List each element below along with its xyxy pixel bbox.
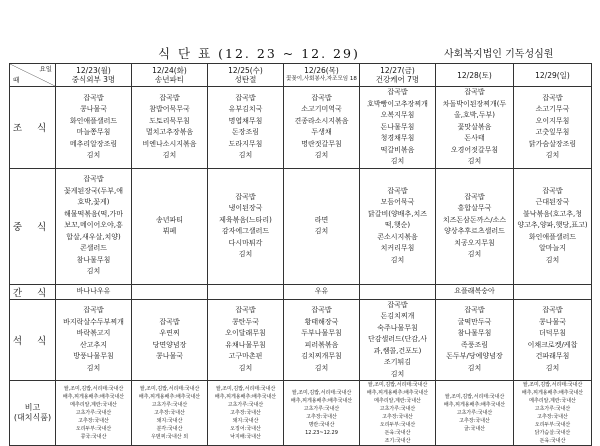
menu-item: 닭가슴살장조림 bbox=[528, 139, 577, 148]
menu-item: 김치 bbox=[467, 157, 482, 165]
origin-note: 배추,찌게용배추:배추국내산 bbox=[62, 394, 125, 400]
menu-item: 치공오지무침 bbox=[454, 238, 495, 247]
menu-item: 명엽채무침 bbox=[228, 116, 263, 125]
menu-item: 마늘쫑무침 bbox=[76, 128, 111, 137]
menu-item: 잡곡밥 bbox=[235, 306, 256, 315]
menu-item: 잡곡밥 bbox=[83, 93, 104, 102]
origin-note: 돈육:국내산 bbox=[384, 430, 411, 436]
origin-note: 오리두부:국내산 bbox=[379, 422, 416, 428]
menu-item: 김치 bbox=[545, 363, 560, 372]
menu-item: 돈사태 bbox=[464, 134, 485, 142]
menu-item: 콩나물국 bbox=[538, 317, 567, 326]
menu-item: 콘소시지볶음 bbox=[377, 232, 418, 241]
menu-item: 더덕무침 bbox=[538, 329, 567, 338]
menu-item: 잡곡밥 bbox=[542, 93, 563, 102]
origin-note: 배추,찌게용배추:배추국내산 bbox=[366, 390, 429, 396]
menu-item: 김치 bbox=[162, 151, 177, 160]
menu-item: 산고추지 bbox=[79, 340, 108, 349]
menu-item: 보꼬,메이어오야,흥 bbox=[64, 221, 123, 230]
origin-note: 메추리알,계란:국내산 bbox=[70, 402, 117, 408]
menu-item: 오복지무침 bbox=[380, 111, 415, 119]
menu-cell bbox=[360, 284, 436, 299]
menu-item: 차돌박이된장찌개(두 bbox=[442, 99, 507, 108]
menu-cell bbox=[514, 168, 592, 284]
menu-cell bbox=[284, 87, 360, 169]
day-header bbox=[436, 64, 514, 87]
menu-item: 제육볶음(느타리) bbox=[219, 215, 272, 224]
notes-label: 비고 (대치식품) bbox=[10, 381, 56, 446]
menu-item: 양고추,양파,햇당,표고) bbox=[517, 221, 588, 230]
menu-item: 꽃게된장국(두부,애 bbox=[63, 186, 124, 195]
menu-item: 김치 bbox=[238, 363, 253, 372]
menu-item: 감자에그샐러드 bbox=[221, 227, 270, 235]
origin-note-cell bbox=[360, 381, 436, 446]
day-header bbox=[132, 64, 208, 87]
origin-note: 고추장:국내산 bbox=[537, 414, 568, 420]
menu-item: 청경채무침 bbox=[380, 134, 415, 142]
menu-item: 양상추후르츠샐러드 bbox=[444, 227, 505, 235]
menu-item: 김치 bbox=[390, 369, 405, 378]
menu-item: 화인애플샐러드 bbox=[69, 116, 118, 125]
menu-cell bbox=[284, 284, 360, 299]
menu-item: 비엔나소시지볶음 bbox=[142, 139, 197, 148]
menu-item: 콩탄두국 bbox=[231, 317, 260, 326]
menu-cell bbox=[132, 168, 208, 284]
menu-item: 김치찌개무침 bbox=[301, 352, 342, 361]
corner-day-label: 요일 bbox=[39, 65, 52, 73]
menu-item: 꽃맛살볶음 bbox=[457, 122, 492, 131]
menu-item: 김치 bbox=[390, 255, 405, 264]
menu-item: 불낙볶음(호고추,청 bbox=[522, 209, 583, 218]
menu-item: 참나물무침 bbox=[457, 329, 492, 338]
menu-item: 도라지무침 bbox=[228, 139, 263, 148]
meal-row bbox=[10, 284, 592, 299]
day-note: 중식외부 3명 bbox=[71, 75, 116, 84]
menu-cell bbox=[132, 87, 208, 169]
menu-table bbox=[9, 63, 592, 446]
menu-cell bbox=[514, 284, 592, 299]
menu-item: 김치 bbox=[467, 363, 482, 372]
menu-item: 화인애플샐러드 bbox=[528, 232, 577, 241]
menu-item: 유부김치국 bbox=[228, 105, 263, 114]
menu-item: 흥합살무국 bbox=[457, 204, 492, 212]
menu-item: 치즈돈삼돈까스/소스 bbox=[442, 215, 507, 224]
menu-item: 잡곡밥 bbox=[464, 306, 485, 315]
origin-note-cell bbox=[56, 381, 132, 446]
origin-note-cell bbox=[284, 381, 360, 446]
origin-note: 배추,찌게용배추:배추국내산 bbox=[290, 398, 353, 404]
origin-note: 돼지:국내산 bbox=[232, 418, 259, 424]
meal-label: 석 식 bbox=[10, 299, 56, 381]
menu-cell bbox=[56, 299, 132, 381]
menu-item: 방풍나물무침 bbox=[73, 352, 114, 361]
day-date: 12/24(화) bbox=[152, 66, 187, 75]
origin-note: 굴:국내산 bbox=[463, 426, 485, 432]
menu-item: 돈장조림 bbox=[231, 128, 260, 137]
menu-item: 잡곡밥 bbox=[311, 306, 332, 315]
menu-item: 김치 bbox=[314, 151, 329, 160]
origin-note: 명란:국내산 bbox=[308, 422, 335, 428]
menu-item: 바나나우유 bbox=[76, 286, 111, 295]
menu-item: 올,호박,두부) bbox=[454, 111, 495, 119]
day-header bbox=[284, 64, 360, 87]
menu-item: 단감샐러드(단감,사 bbox=[367, 335, 428, 343]
menu-item: 콩나물국 bbox=[79, 105, 108, 114]
menu-item: 굴떡만두국 bbox=[457, 317, 492, 326]
menu-item: 오이달래무침 bbox=[225, 329, 266, 338]
menu-item: 오이지무침 bbox=[535, 116, 570, 125]
day-header bbox=[56, 64, 132, 87]
menu-body bbox=[10, 87, 592, 446]
origin-note-cell bbox=[132, 381, 208, 446]
menu-item: 콩나물국 bbox=[155, 352, 184, 361]
menu-item: 우유 bbox=[314, 286, 329, 295]
menu-item: 호박,꽃게) bbox=[77, 198, 110, 207]
origin-note: 배추,찌게용배추:배추국내산 bbox=[443, 402, 506, 408]
menu-item: 송년파티 bbox=[155, 215, 184, 224]
menu-item: 잡곡밥 bbox=[387, 186, 408, 195]
menu-item: 돈나물무침 bbox=[380, 122, 415, 131]
meal-label: 간 식 bbox=[10, 284, 56, 299]
origin-note: 오리두부:국내산 bbox=[75, 426, 112, 432]
menu-item: 건파래무침 bbox=[535, 352, 570, 361]
origin-note-cell bbox=[208, 381, 284, 446]
day-header bbox=[514, 64, 592, 87]
origin-note: 메추리알,계란:국내산 bbox=[374, 398, 421, 404]
origin-note: 쌀,조미,김밥,서리태:국내산 bbox=[215, 386, 276, 392]
menu-item: 콘샐러드 bbox=[79, 244, 108, 253]
menu-item: 메추리알장조림 bbox=[69, 139, 118, 148]
menu-item: 냉이된장국 bbox=[228, 204, 263, 212]
origin-note: 배추,찌게용배추:배추국내산 bbox=[521, 390, 584, 396]
menu-item: 우띤찌 bbox=[159, 329, 180, 338]
menu-cell bbox=[56, 168, 132, 284]
menu-item: 뷔페 bbox=[162, 227, 177, 235]
origin-note: 쌀,조미,김밥,서리태:국내산 bbox=[139, 386, 200, 392]
menu-item: 잡곡밥 bbox=[542, 186, 563, 195]
origin-note: 고초가루:국내산 bbox=[303, 406, 340, 412]
menu-cell bbox=[360, 299, 436, 381]
menu-cell bbox=[56, 87, 132, 169]
menu-item: 라면 bbox=[314, 215, 329, 224]
menu-item: 고춧잎무침 bbox=[535, 128, 570, 137]
menu-item: 잡곡밥 bbox=[387, 88, 408, 96]
menu-cell bbox=[436, 299, 514, 381]
origin-note: 쌀,조미,김밥,서리태:국내산 bbox=[522, 382, 583, 388]
menu-item: 돈김치찌개 bbox=[380, 312, 415, 320]
corner-meal-label: 때 bbox=[13, 76, 20, 84]
menu-item: 참나물무침 bbox=[76, 255, 111, 264]
menu-item: 근대된장국 bbox=[535, 198, 570, 207]
menu-cell bbox=[360, 168, 436, 284]
origin-note: 고추장:국내산 bbox=[230, 410, 261, 416]
menu-item: 김치 bbox=[467, 250, 482, 258]
origin-note: 고추장:국내산 bbox=[154, 410, 185, 416]
menu-item: 바락볶고지 bbox=[76, 329, 111, 338]
menu-item: 명란젓갈무침 bbox=[301, 139, 342, 148]
menu-item: 잡곡밥 bbox=[464, 192, 485, 201]
menu-item: 두생채 bbox=[311, 128, 332, 137]
menu-item: 김치 bbox=[390, 157, 405, 165]
menu-cell bbox=[360, 87, 436, 169]
day-note: 송년파티 bbox=[155, 75, 184, 84]
menu-item: 돈두부/당예양념장 bbox=[446, 352, 503, 361]
day-date: 12/26(목) bbox=[304, 66, 339, 75]
origin-note: 고초가루:국내산 bbox=[534, 406, 571, 412]
meal-row bbox=[10, 299, 592, 381]
menu-item: 잡곡밥 bbox=[159, 317, 180, 326]
day-note: 성탄절 bbox=[234, 75, 257, 84]
origin-note: 낙지배:국내산 bbox=[230, 434, 261, 440]
menu-item: 떡갈비볶음 bbox=[380, 145, 415, 154]
origin-note: 쌀,조미,김밥,서리태:국내산 bbox=[291, 390, 352, 396]
menu-cell bbox=[208, 87, 284, 169]
menu-item: 떡,햇순) bbox=[384, 221, 411, 230]
menu-item: 알마늘지 bbox=[538, 244, 567, 253]
menu-cell bbox=[436, 168, 514, 284]
origin-note: 분각:국내산 bbox=[156, 426, 183, 432]
menu-item: 다시마튀각 bbox=[228, 238, 263, 247]
menu-item: 김치 bbox=[314, 363, 329, 372]
meal-label: 중 식 bbox=[10, 168, 56, 284]
menu-cell bbox=[208, 168, 284, 284]
day-header bbox=[208, 64, 284, 87]
menu-item: 김치 bbox=[314, 227, 329, 235]
day-date: 12/28(토) bbox=[457, 70, 492, 80]
origin-note: 돈육:국내산 bbox=[539, 438, 566, 444]
origin-note: 고초가루:국내산 bbox=[75, 410, 112, 416]
day-date: 12/25(수) bbox=[228, 66, 263, 75]
menu-item: 소고기미역국 bbox=[301, 105, 342, 114]
menu-item: 이채크로켓/케찹 bbox=[527, 340, 578, 349]
menu-cell bbox=[56, 284, 132, 299]
origin-note: 배추,찌게용배추:배추국내산 bbox=[214, 394, 277, 400]
origin-note: 고초가루:국내산 bbox=[456, 410, 493, 416]
menu-item: 조기튀김 bbox=[383, 358, 412, 366]
meal-row bbox=[10, 168, 592, 284]
menu-item: 모듬어묵국 bbox=[380, 198, 415, 207]
menu-item: 숙주나물무침 bbox=[377, 323, 418, 332]
origin-note-cell bbox=[436, 381, 514, 446]
menu-item: 당면양념장 bbox=[152, 340, 187, 349]
menu-cell bbox=[132, 284, 208, 299]
menu-cell bbox=[208, 284, 284, 299]
origin-note: 배추,찌게용배추:배추국내산 bbox=[138, 394, 201, 400]
menu-item: 잡곡밥 bbox=[159, 93, 180, 102]
origin-note-cell bbox=[514, 381, 592, 446]
organization-name: 사회복지법인 기독성심원 bbox=[444, 49, 554, 60]
menu-cell bbox=[132, 299, 208, 381]
menu-item: 족풍조림 bbox=[460, 340, 489, 349]
menu-item: 잡곡밥 bbox=[542, 306, 563, 315]
menu-item: 참밥어묵무국 bbox=[149, 105, 190, 114]
menu-item: 김치 bbox=[86, 267, 101, 276]
menu-item: 김치 bbox=[545, 151, 560, 160]
header-row bbox=[10, 64, 592, 87]
menu-item: 고구마촌핀 bbox=[228, 352, 263, 361]
menu-item: 호박빵이고추장찌개 bbox=[367, 99, 428, 108]
origin-note: 고추장:국내산 bbox=[382, 414, 413, 420]
menu-item: 잡곡밥 bbox=[83, 175, 104, 184]
origin-note: 돼지:국내산 bbox=[156, 418, 183, 424]
menu-cell bbox=[514, 299, 592, 381]
menu-item: 오경어젓갈무침 bbox=[450, 145, 499, 154]
menu-item: 요플래복숭아 bbox=[454, 286, 495, 295]
menu-item: 해물떡볶음(떡,가마 bbox=[63, 209, 124, 218]
origin-note: 고초가루:국내산 bbox=[151, 402, 188, 408]
origin-note: 오리두부:국내산 bbox=[534, 422, 571, 428]
day-note: 건강케어 7명 bbox=[375, 75, 420, 84]
origin-note: 쌀,조미,김밥,서리태:국내산 bbox=[367, 382, 428, 388]
menu-item: 김치 bbox=[238, 151, 253, 160]
menu-cell bbox=[514, 87, 592, 169]
origin-note: 고초가루:국내산 bbox=[379, 406, 416, 412]
origin-note: 고추장:국내산 bbox=[306, 414, 337, 420]
menu-item: 김치 bbox=[238, 250, 253, 258]
menu-item: 유채나물무침 bbox=[225, 340, 266, 349]
menu-item: 견종라소시지볶음 bbox=[294, 116, 349, 125]
menu-item: 잡곡밥 bbox=[387, 300, 408, 309]
origin-note: 메추리알,계란:국내산 bbox=[529, 398, 576, 404]
menu-cell bbox=[208, 299, 284, 381]
origin-note: 조기:국내산 bbox=[384, 438, 411, 444]
day-date: 12/23(월) bbox=[76, 66, 111, 75]
origin-note: 쌀,조미,김밥,서리태:국내산 bbox=[63, 386, 124, 392]
menu-item: 과,쌤콜,건포도) bbox=[373, 346, 422, 355]
menu-item: 김치 bbox=[86, 363, 101, 372]
menu-item: 치커리무침 bbox=[380, 244, 415, 253]
origin-note: 오징어:국내산 bbox=[230, 426, 261, 432]
menu-item: 멸치고추장볶음 bbox=[145, 128, 194, 137]
day-note: 꽃꽂이,사회봉사,자조모임 18 bbox=[286, 76, 357, 82]
origin-note: 고추장:국내산 bbox=[459, 418, 490, 424]
menu-item: 피러볶볶음 bbox=[304, 340, 339, 349]
menu-item: 잡곡밥 bbox=[83, 306, 104, 315]
origin-note: 콩국:국내산 bbox=[80, 434, 107, 440]
menu-item: 황태해장국 bbox=[304, 317, 339, 326]
meal-row bbox=[10, 87, 592, 169]
menu-item: 도토리묵무침 bbox=[149, 116, 190, 125]
origin-note: 우덴찌:국내산 외 bbox=[150, 434, 189, 440]
menu-cell bbox=[284, 168, 360, 284]
menu-cell bbox=[284, 299, 360, 381]
menu-cell bbox=[436, 284, 514, 299]
menu-item: 두부나물무침 bbox=[301, 329, 342, 338]
menu-item: 김치 bbox=[86, 151, 101, 160]
menu-item: 바지락살수두부찌개 bbox=[63, 317, 124, 326]
origin-note: 고초가루:국내산 bbox=[227, 402, 264, 408]
page-title: 식 단 표 (12. 23 ~ 12. 29) bbox=[158, 46, 360, 61]
meal-label: 조 식 bbox=[10, 87, 56, 169]
menu-item: 잡곡밥 bbox=[235, 192, 256, 201]
menu-item: 합살,새우살,치양) bbox=[66, 232, 121, 241]
day-header bbox=[360, 64, 436, 87]
day-date: 12/29(일) bbox=[535, 70, 570, 80]
menu-item: 닭갈비(양배추,치즈 bbox=[367, 209, 428, 218]
origin-note: 닭가슴살:국내산 bbox=[534, 430, 571, 436]
header bbox=[0, 0, 600, 61]
menu-item: 소고기무국 bbox=[535, 105, 570, 114]
corner-cell bbox=[10, 64, 56, 87]
origin-note: 고추장:국내산 bbox=[78, 418, 109, 424]
menu-item: 김치 bbox=[545, 255, 560, 264]
menu-item: 잡곡밥 bbox=[235, 93, 256, 102]
notes-row bbox=[10, 381, 592, 446]
menu-item: 잡곡밥 bbox=[464, 88, 485, 96]
origin-note: 12.23~12.29 bbox=[305, 430, 338, 436]
origin-note: 쌀,조미,김밥,서리태:국내산 bbox=[444, 394, 505, 400]
day-date: 12/27(금) bbox=[380, 66, 415, 75]
menu-cell bbox=[436, 87, 514, 169]
menu-item: 잡곡밥 bbox=[311, 93, 332, 102]
